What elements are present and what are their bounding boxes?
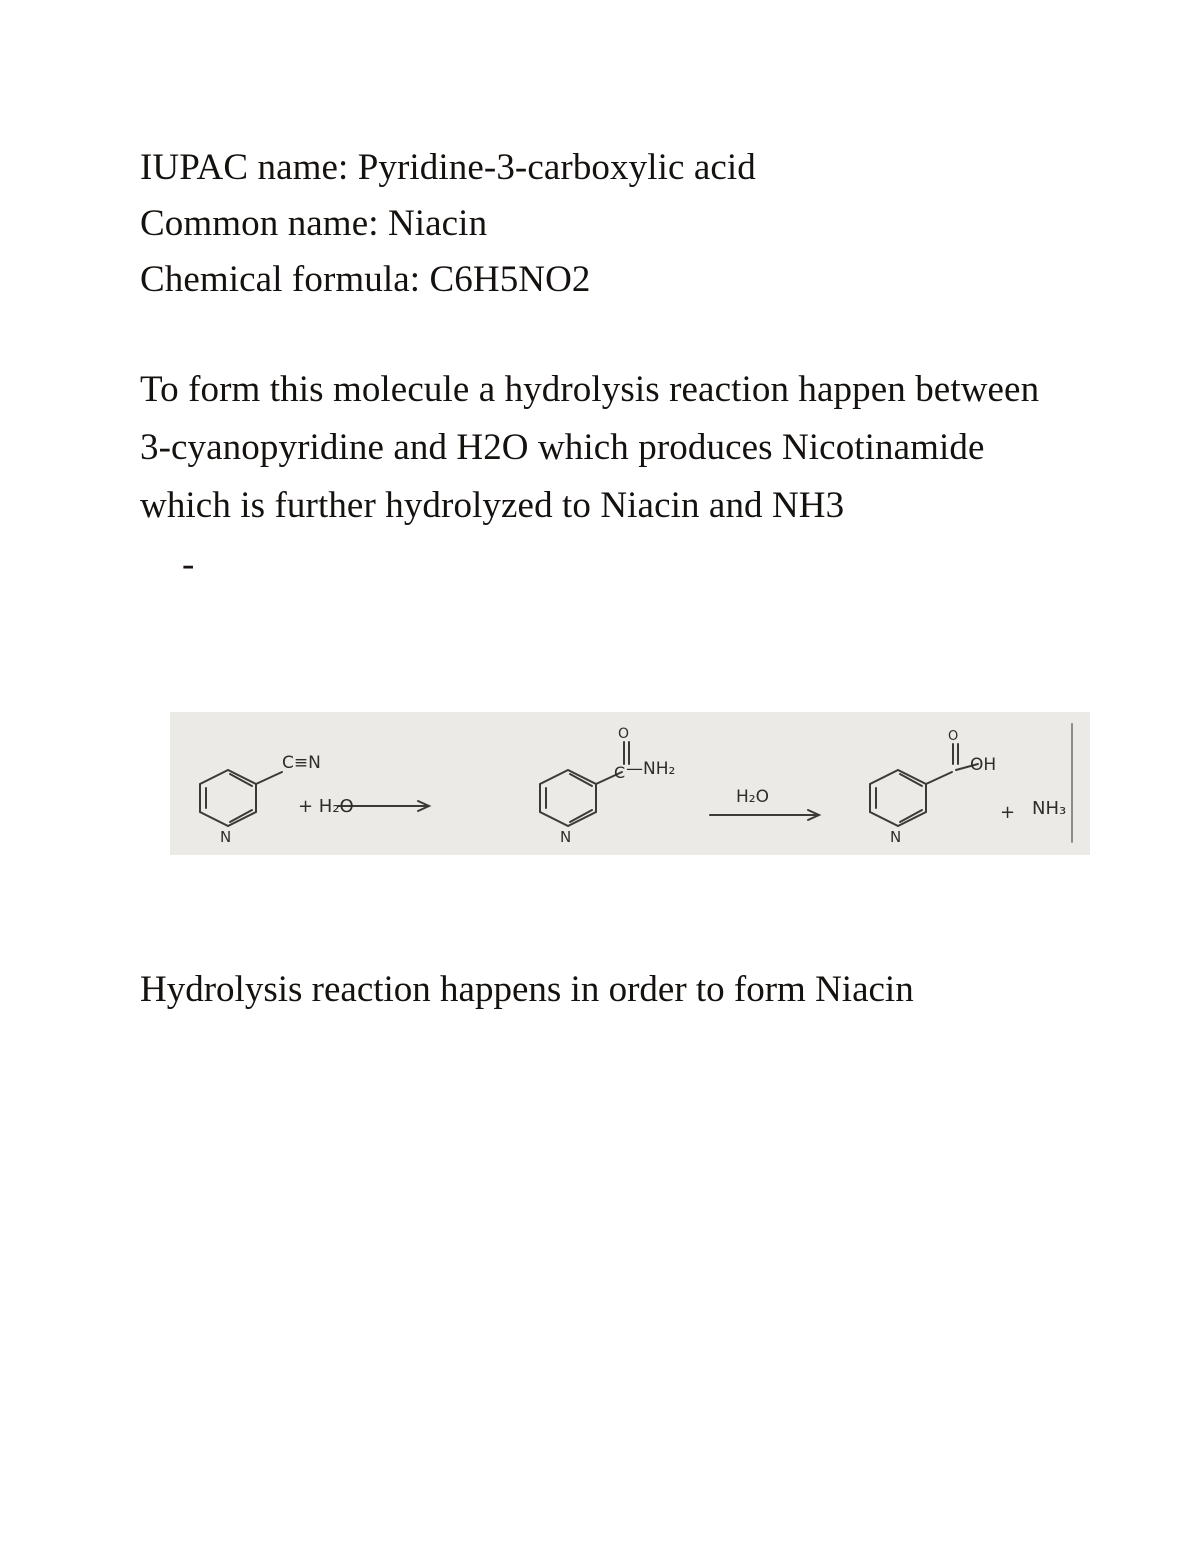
label-ring-n-3: N xyxy=(890,828,902,846)
description-paragraph: To form this molecule a hydrolysis reaction happen between 3-cyanopyridine and H2O which produces Nicotinamide which is further hydrolyzed to Niacin and NH3 xyxy=(140,368,1040,526)
reaction-scheme-drawing xyxy=(170,712,1090,855)
scheme-caption: Hydrolysis reaction happens in order to form Niacin xyxy=(140,969,914,1010)
label-acid-oh: OH xyxy=(970,755,997,775)
document-text-body xyxy=(140,140,1060,589)
label-nitrile: C≡N xyxy=(282,753,321,773)
label-ring-n-2: N xyxy=(560,828,572,846)
label-acid-oxygen: O xyxy=(948,729,959,744)
label-amide-carbon: C xyxy=(614,763,626,782)
reaction-scheme-image xyxy=(170,712,1090,855)
label-reagent-water-1: + H₂O xyxy=(298,796,354,817)
common-name-line: Common name: Niacin xyxy=(140,203,488,245)
label-reagent-water-2: H₂O xyxy=(736,787,769,807)
label-plus-sign: + xyxy=(1000,802,1016,823)
label-amide-nh2: —NH₂ xyxy=(626,759,676,779)
label-ammonia: NH₃ xyxy=(1032,798,1067,819)
label-amide-oxygen: O xyxy=(618,726,630,742)
iupac-name-line: IUPAC name: Pyridine-3-carboxylic acid xyxy=(140,147,756,188)
label-ring-n-1: N xyxy=(220,828,232,846)
chemical-formula-line: Chemical formula: C6H5NO2 xyxy=(140,259,591,301)
dash-marker: - xyxy=(182,543,195,585)
